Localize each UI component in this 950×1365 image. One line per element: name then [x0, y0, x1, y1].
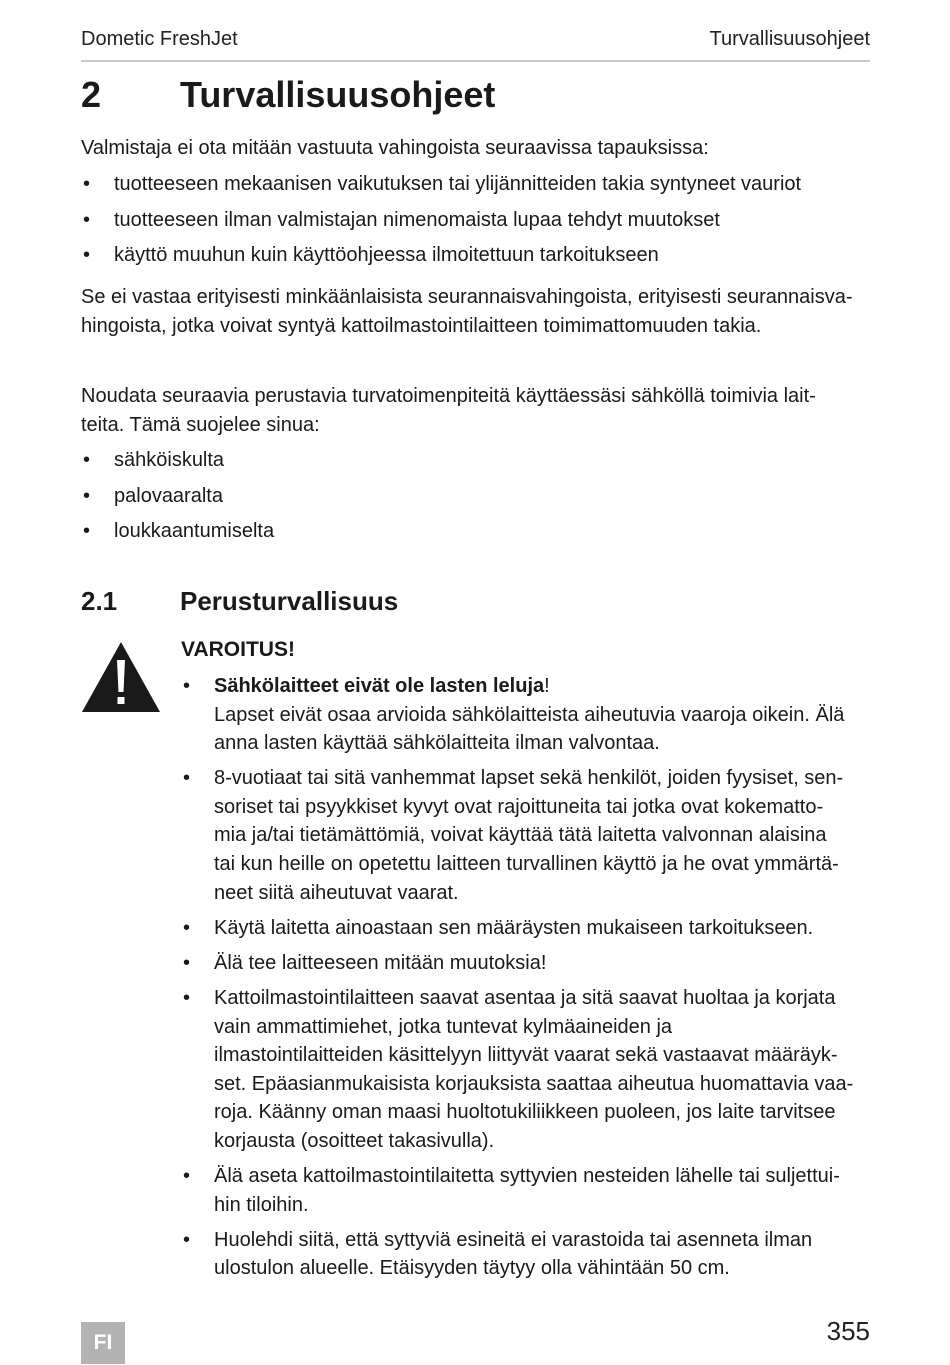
- list-item: [181, 672, 871, 758]
- paragraph-line: hingoista, jotka voivat syntyä kattoilmastointilaitteen toimimattomuuden takia.: [81, 315, 762, 337]
- paragraph-line: teita. Tämä suojelee sinua:: [81, 414, 320, 436]
- warning-triangle-icon: [80, 640, 162, 714]
- protect-list: [81, 446, 871, 553]
- item-line: anna lasten käyttää sähkölaitteita ilman valvontaa.: [214, 732, 660, 755]
- list-item: • tuotteeseen ilman valmistajan nimenomaista lupaa tehdyt muutokset: [81, 206, 871, 242]
- item-line: vain ammattimiehet, jotka tuntevat kylmäaineiden ja: [214, 1015, 673, 1038]
- list-item: • käyttö muuhun kuin käyttöohjeessa ilmoitettuun tarkoitukseen: [81, 241, 871, 277]
- warning-list: [181, 672, 871, 1289]
- subsection-title: Perusturvallisuus: [180, 586, 399, 616]
- list-item: • sähköiskulta: [81, 446, 871, 482]
- page-number: 355: [826, 1316, 870, 1346]
- language-badge: FI: [81, 1322, 125, 1364]
- header-chapter: Turvallisuusohjeet: [709, 28, 870, 50]
- list-item: [181, 1226, 871, 1283]
- item-line: mia ja/tai tietämättömiä, voivat käyttää tätä laitetta valvonnan alaisina: [214, 824, 827, 847]
- subsection-heading: [81, 586, 398, 617]
- list-item: [181, 764, 871, 907]
- item-line: tai kun heille on opetettu laitteen turvallinen käyttö ja he ovat ymmärtä-: [214, 853, 839, 876]
- safety-intro-paragraph: [81, 382, 871, 440]
- header-product: Dometic FreshJet: [81, 28, 238, 50]
- item-line: • Käytä laitetta ainoastaan sen määräysten mukaiseen tarkoitukseen.: [214, 916, 814, 939]
- item-line: • 8-vuotiaat tai sitä vanhemmat lapset sekä henkilöt, joiden fyysiset, sen-: [214, 767, 844, 790]
- item-line: hin tiloihin.: [214, 1193, 309, 1216]
- intro-paragraph: Valmistaja ei ota mitään vastuuta vahingoista seuraavissa tapauksissa:: [81, 137, 709, 159]
- section-title: Turvallisuusohjeet: [180, 74, 496, 115]
- item-line: • Älä tee laitteeseen mitään muutoksia!: [214, 951, 547, 974]
- list-item: [181, 1162, 871, 1219]
- item-line: • Älä aseta kattoilmastointilaitetta syttyvien nesteiden lähelle tai suljettui-: [214, 1165, 840, 1187]
- item-line: ulostulon alueelle. Etäisyyden täytyy olla vähintään 50 cm.: [214, 1257, 730, 1280]
- warning-lead-line: [214, 672, 871, 701]
- item-line: soriset tai psyykkiset kyvyt ovat rajoittuneita tai jotka ovat kokematto-: [214, 795, 824, 818]
- paragraph-line: Noudata seuraavia perustavia turvatoimenpiteitä käyttäessäsi sähköllä toimivia lait-: [81, 385, 816, 407]
- warning-title: VAROITUS!: [181, 638, 295, 661]
- item-line: roja. Käänny oman maasi huoltotukiliikkeen puoleen, jos laite tarvitsee: [214, 1101, 836, 1124]
- section-heading: [81, 74, 495, 116]
- consequential-paragraph: [81, 283, 871, 341]
- item-line: neet siitä aiheutuvat vaarat.: [214, 881, 459, 904]
- warning-lead: Sähkölaitteet eivät ole lasten leluja: [214, 675, 545, 697]
- list-item: • palovaaralta: [81, 482, 871, 518]
- list-item: [181, 914, 871, 943]
- warning-lead-mark: !: [544, 675, 550, 697]
- running-header: [81, 28, 870, 62]
- item-line: • Huolehdi siitä, että syttyviä esineitä ei varastoida tai asenneta ilman: [214, 1228, 813, 1251]
- item-line: Lapset eivät osaa arvioida sähkölaitteista aiheutuvia vaaroja oikein. Älä: [214, 703, 845, 726]
- subsection-number: 2.1: [81, 586, 118, 616]
- liability-list: [81, 170, 871, 277]
- item-line: korjausta (osoitteet takasivulla).: [214, 1129, 495, 1152]
- item-line: ilmastointilaitteiden käsittelyyn liittyvät vaarat sekä vastaavat määräyk-: [214, 1044, 838, 1067]
- item-line: set. Epäasianmukaisista korjauksista saattaa aiheutua huomattavia vaa-: [214, 1072, 854, 1095]
- section-number: 2: [81, 74, 102, 115]
- list-item: [181, 949, 871, 978]
- item-line: • Kattoilmastointilaitteen saavat asentaa ja sitä saavat huoltaa ja korjata: [214, 986, 836, 1009]
- list-item: [181, 984, 871, 1156]
- paragraph-line: Se ei vastaa erityisesti minkäänlaisista seurannaisvahingoista, erityisesti seurannaisva-: [81, 286, 853, 308]
- list-item: • tuotteeseen mekaanisen vaikutuksen tai ylijännitteiden takia syntyneet vauriot: [81, 170, 871, 206]
- list-item: • loukkaantumiselta: [81, 517, 871, 553]
